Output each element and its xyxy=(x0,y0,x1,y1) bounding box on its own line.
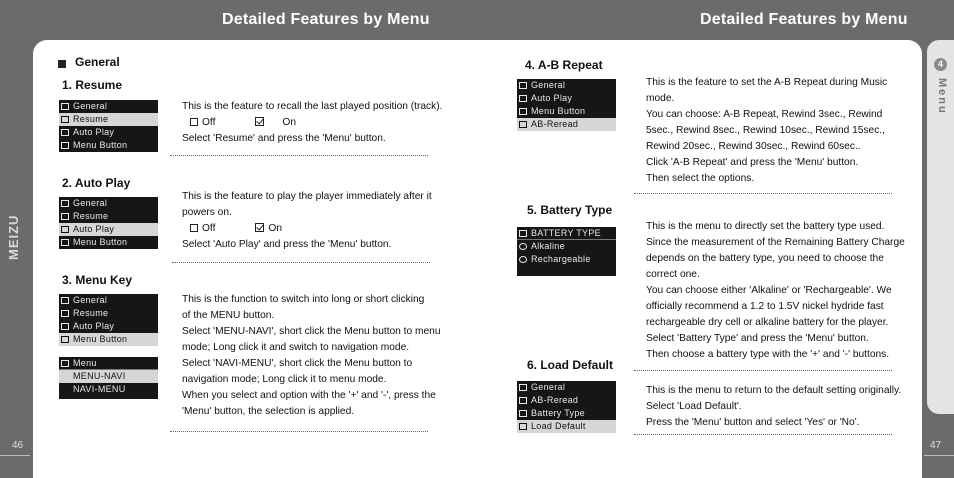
menu-icon xyxy=(61,360,69,367)
lcd-row: Menu xyxy=(59,357,158,370)
divider xyxy=(170,155,428,156)
divider xyxy=(634,193,892,194)
chapter-label: Menu xyxy=(936,78,948,115)
resume-text: This is the feature to recall the last played position (track). Off On Select 'Resume' and press the 'Menu' button. xyxy=(182,101,443,144)
lcd-row: Resume xyxy=(59,113,158,126)
resume-heading: 1. Resume xyxy=(62,78,123,92)
battery-heading: 5. Battery Type xyxy=(527,203,613,217)
lcd-row: Auto Play xyxy=(59,320,158,333)
page-number-left: 46 xyxy=(12,440,24,451)
lcd-row: Auto Play xyxy=(517,92,616,105)
off-checkbox-icon xyxy=(190,224,198,232)
on-checkbox-icon xyxy=(255,223,264,232)
brand-logo: MEIZU xyxy=(6,214,21,260)
repeat-icon xyxy=(519,121,527,128)
lcd-row: Resume xyxy=(59,210,158,223)
battery-lcd xyxy=(517,227,616,276)
autoplay-lcd xyxy=(59,197,158,249)
divider xyxy=(634,370,892,371)
button-icon xyxy=(61,142,69,149)
menukey-options-lcd xyxy=(59,357,158,399)
page-number-rule xyxy=(924,455,954,456)
lcd-row: NAVI-MENU xyxy=(73,384,126,394)
default-text: This is the menu to return to the default setting originally. Select 'Load Default'. Press the 'Menu' button and select 'Yes' or 'No'. xyxy=(646,385,902,428)
lcd-row: AB-Reread xyxy=(517,394,616,407)
lcd-row: Menu Button xyxy=(59,139,158,152)
left-page-title: Detailed Features by Menu xyxy=(222,11,430,28)
lcd-row: Auto Play xyxy=(59,126,158,139)
resume-lcd xyxy=(59,100,158,152)
button-icon xyxy=(61,336,69,343)
divider xyxy=(170,431,428,432)
globe-icon xyxy=(61,103,69,110)
globe-icon xyxy=(519,384,527,391)
resume-icon xyxy=(61,213,69,220)
repeat-icon xyxy=(519,397,527,404)
menukey-heading: 3. Menu Key xyxy=(62,273,133,287)
abrepeat-lcd xyxy=(517,79,616,131)
resume-icon xyxy=(61,310,69,317)
chapter-number: 4 xyxy=(934,58,947,71)
divider xyxy=(172,262,430,263)
radio-icon xyxy=(519,256,527,263)
page-number-rule xyxy=(0,455,30,456)
lcd-row: Battery Type xyxy=(517,407,616,420)
lcd-row: MENU-NAVI xyxy=(59,370,158,383)
lcd-row: Alkaline xyxy=(517,240,616,253)
lcd-row: General xyxy=(517,381,616,394)
battery-icon xyxy=(519,230,527,237)
lcd-row: BATTERY TYPE xyxy=(517,227,616,240)
lcd-row: Menu Button xyxy=(517,105,616,118)
off-checkbox-icon xyxy=(190,118,198,126)
right-page-title: Detailed Features by Menu xyxy=(700,11,908,28)
default-lcd xyxy=(517,381,616,433)
divider xyxy=(634,434,892,435)
play-icon xyxy=(519,95,527,102)
lcd-row: Auto Play xyxy=(59,223,158,236)
lcd-row: AB-Reread xyxy=(517,118,616,131)
button-icon xyxy=(61,239,69,246)
abrepeat-text: This is the feature to set the A-B Repeat during Music mode. You can choose: A-B Repeat, Rewind 3sec., Rewind 5sec., Rewind 8sec., Rewind 10sec., Rewind 15sec., Rewind 20sec., Rewind 30sec., Rewind 60sec.. Click 'A-B Repeat' and press the 'Menu' button. Then select the options. xyxy=(646,77,888,184)
play-icon xyxy=(61,323,69,330)
section-bullet-icon xyxy=(58,60,66,68)
globe-icon xyxy=(519,82,527,89)
on-checkbox-icon xyxy=(255,117,264,126)
menukey-lcd xyxy=(59,294,158,346)
lcd-row: General xyxy=(517,79,616,92)
autoplay-text: This is the feature to play the player immediately after it powers on. Off On Select 'Auto Play' and press the 'Menu' button. xyxy=(182,191,432,250)
lcd-row: General xyxy=(59,197,158,210)
lcd-row: Load Default xyxy=(517,420,616,433)
radio-icon xyxy=(519,243,527,250)
menukey-text: This is the function to switch into long or short clicking of the MENU button. Select 'MENU-NAVI', short click the Menu button to menu mode; Long click it and switch to navigation mode. Select 'NAVI-MENU', short click the Menu button to navigation mode; Long click it to menu mode. When you select and option with the '+' and '-', press the 'Menu' button, the selection is applied. xyxy=(182,294,441,417)
battery-icon xyxy=(519,410,527,417)
resume-icon xyxy=(61,116,69,123)
lcd-row: Rechargeable xyxy=(517,253,616,266)
play-icon xyxy=(61,129,69,136)
lcd-row: Menu Button xyxy=(59,333,158,346)
abrepeat-heading: 4. A-B Repeat xyxy=(525,58,603,72)
default-icon xyxy=(519,423,527,430)
lcd-row: Menu Button xyxy=(59,236,158,249)
button-icon xyxy=(519,108,527,115)
lcd-row: Resume xyxy=(59,307,158,320)
globe-icon xyxy=(61,200,69,207)
section-title: General xyxy=(75,55,120,69)
lcd-row: General xyxy=(59,294,158,307)
autoplay-heading: 2. Auto Play xyxy=(62,176,131,190)
default-heading: 6. Load Default xyxy=(527,358,614,372)
lcd-row: General xyxy=(59,100,158,113)
battery-text: This is the menu to directly set the battery type used. Since the measurement of the Remaining Battery Charge depends on the battery type, you need to choose the correct one. You can choose either 'Alkaline' or 'Rechargeable'. We officially recommend a 1.2 to 1.5V nickel hydride fast rechargeable dry cell or alkaline battery for the player. Select 'Battery Type' and press the 'Menu' button. Then choose a battery type with the '+' and '-' buttons. xyxy=(646,221,905,360)
page-number-right: 47 xyxy=(930,440,942,451)
globe-icon xyxy=(61,297,69,304)
play-icon xyxy=(61,226,69,233)
